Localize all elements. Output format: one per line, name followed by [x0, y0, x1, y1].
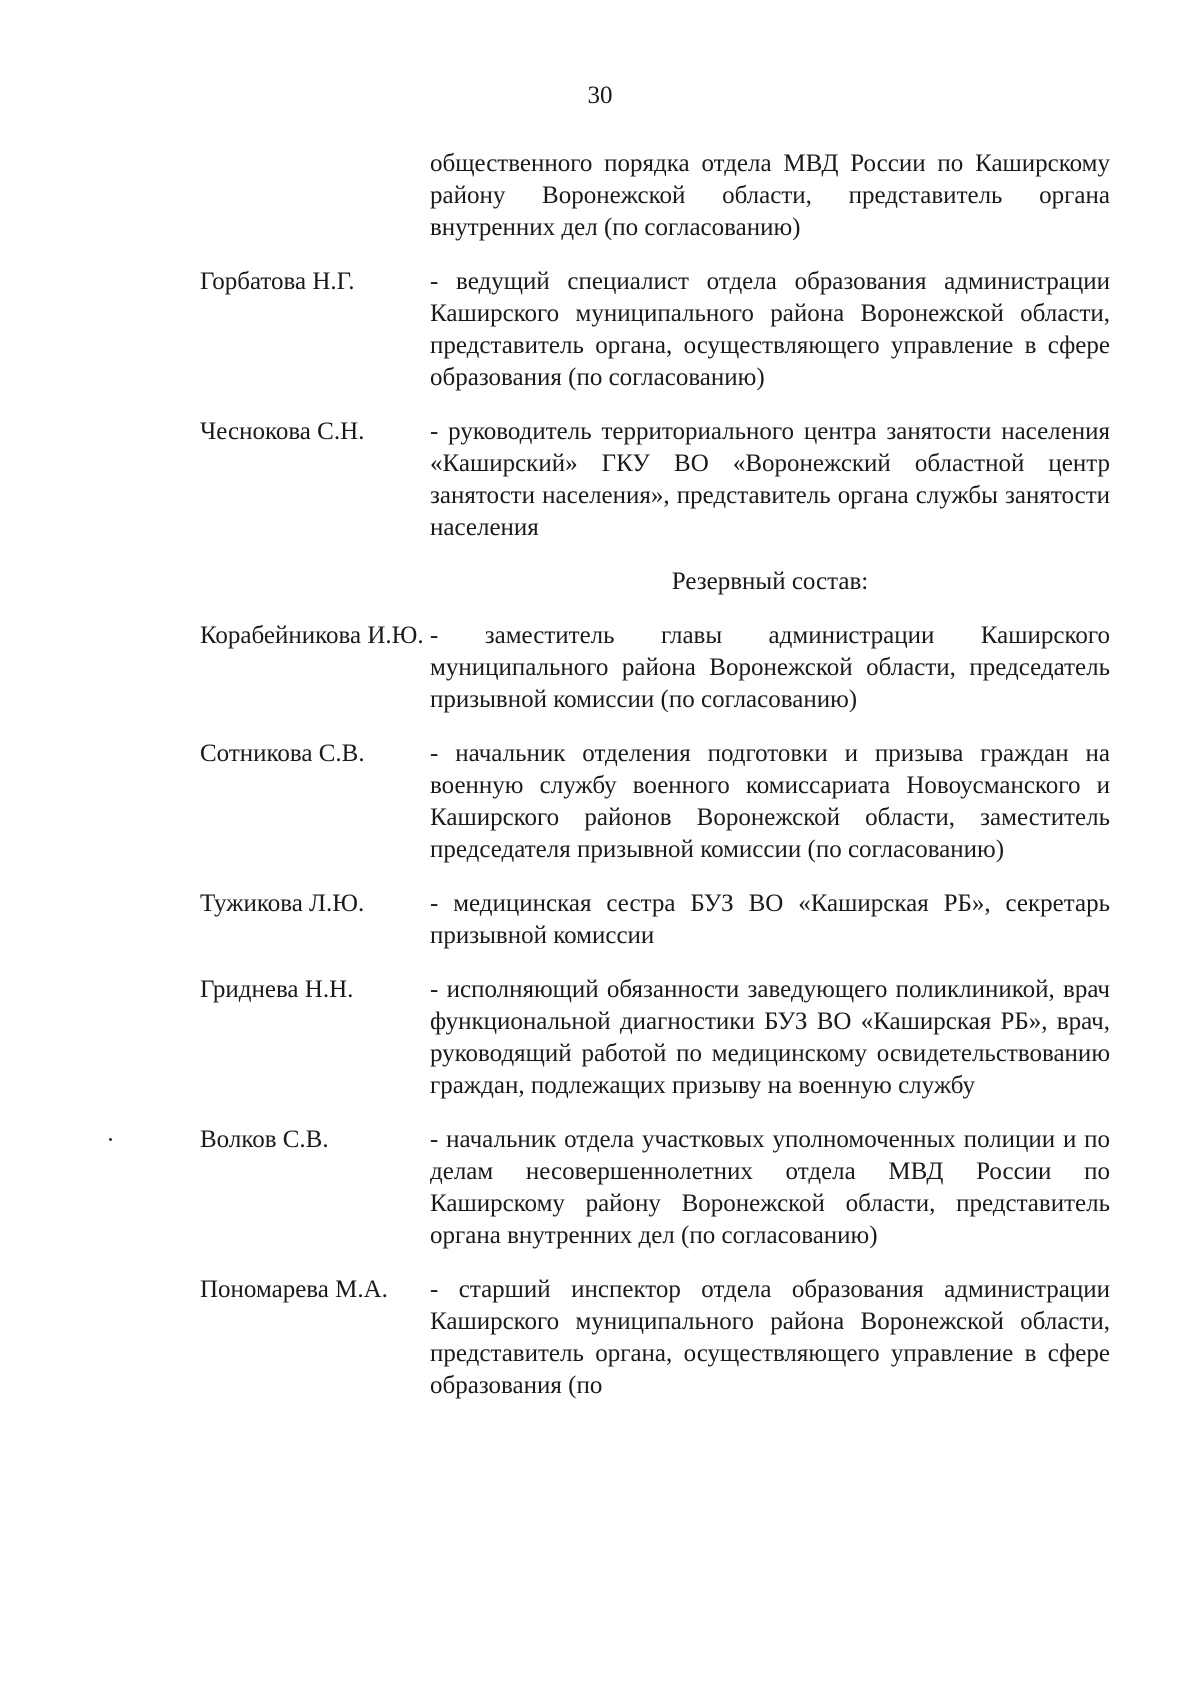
member-description: - начальник отделения подготовки и призыва граждан на военную службу военного комиссариата Новоусманского и Каширского районов Воронежской области, заместитель председателя призывной комиссии (по согласованию)	[430, 740, 1110, 863]
member-description: - медицинская сестра БУЗ ВО «Каширская РБ», секретарь призывной комиссии	[430, 890, 1110, 949]
scan-speck	[109, 1138, 112, 1141]
member-name: Пономарева М.А.	[200, 1276, 388, 1303]
continuation-paragraph: общественного порядка отдела МВД России по Каширскому району Воронежской области, представитель органа внутренних дел (по согласованию)	[430, 150, 1110, 241]
member-name: Сотникова С.В.	[200, 740, 365, 767]
member-entry	[200, 266, 1110, 394]
reserve-member-entry	[200, 620, 1110, 716]
member-name: Тужикова Л.Ю.	[200, 890, 365, 917]
reserve-member-entry	[200, 1274, 1110, 1402]
member-description: - ведущий специалист отдела образования администрации Каширского муниципального района Воронежской области, представитель органа, осуществляющего управление в сфере образования (по согласованию)	[430, 268, 1110, 391]
member-name: Корабейникова И.Ю.	[200, 622, 424, 649]
member-description: - заместитель главы администрации Каширского муниципального района Воронежской области, председатель призывной комиссии (по согласованию)	[430, 622, 1110, 713]
member-description: - руководитель территориального центра занятости населения «Каширский» ГКУ ВО «Воронежский областной центр занятости населения», представитель органа службы занятости населения	[430, 418, 1110, 541]
member-description: - старший инспектор отдела образования администрации Каширского муниципального района Воронежской области, представитель органа, осуществляющего управление в сфере образования (по	[430, 1276, 1110, 1399]
member-name: Горбатова Н.Г.	[200, 268, 355, 295]
reserve-member-entry	[200, 888, 1110, 952]
member-description: - исполняющий обязанности заведующего поликлиникой, врач функциональной диагностики БУЗ ВО «Каширская РБ», врач, руководящий работой по медицинскому освидетельствованию граждан, подлежащих призыву на военную службу	[430, 976, 1110, 1099]
member-name: Гриднева Н.Н.	[200, 976, 354, 1003]
member-name: Волков С.В.	[200, 1126, 329, 1153]
page-number: 30	[587, 82, 613, 109]
member-description: - начальник отдела участковых уполномоченных полиции и по делам несовершеннолетних отдела МВД России по Каширскому району Воронежской области, представитель органа внутренних дел (по согласованию)	[430, 1126, 1110, 1249]
reserve-member-entry	[200, 738, 1110, 866]
reserve-member-entry	[200, 974, 1110, 1102]
reserve-member-entry	[200, 1124, 1110, 1252]
commission-list	[200, 148, 1110, 1424]
member-entry	[200, 416, 1110, 544]
reserve-heading: Резервный состав:	[671, 568, 869, 595]
member-name: Чеснокова С.Н.	[200, 418, 365, 445]
